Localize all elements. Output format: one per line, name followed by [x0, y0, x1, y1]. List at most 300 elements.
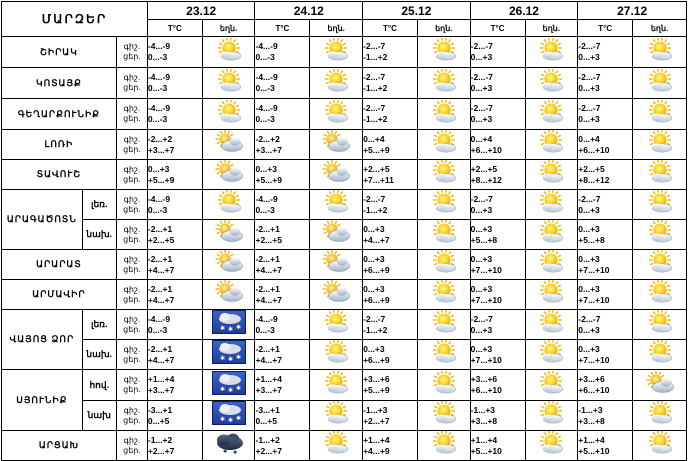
sun-cloud-icon: [536, 220, 566, 249]
temperature-cell: [470, 37, 525, 68]
night-temperature: 0...+3: [578, 343, 600, 354]
weather-cell: [202, 431, 255, 461]
region-row: [2, 190, 687, 220]
region-row: [2, 431, 687, 461]
temperature-cell: [470, 340, 525, 370]
day-temperature: 0...+5: [255, 415, 277, 426]
day-temperature: +2...+5: [255, 234, 282, 245]
temperature-cell: [147, 310, 202, 340]
weather-cell: [525, 37, 578, 68]
night-temperature: -3...+1: [147, 404, 173, 415]
forecast-body: [2, 37, 687, 461]
night-label: գիշ.: [123, 314, 141, 324]
night-temperature: -1...+3: [363, 404, 388, 415]
sun-cloud-icon: [429, 340, 459, 369]
region-name: ԿՈՏԱՅՔ: [2, 68, 117, 99]
weather-header: եղն.: [525, 20, 578, 37]
region-name: ԱՐԱՐԱՏ: [2, 250, 117, 280]
temperature-cell: [255, 37, 310, 68]
night-temperature: 0...+3: [363, 253, 385, 264]
night-label: գիշ.: [123, 42, 141, 51]
region-name: ԱՐԱԳԱԾՈՏՆ: [2, 190, 83, 250]
night-temperature: -2...+1: [147, 253, 173, 264]
weather-cell: [633, 431, 687, 461]
day-label: ցեր.: [123, 324, 141, 334]
day-temperature: +2...+7: [255, 445, 282, 456]
weather-cell: [525, 370, 578, 401]
night-temperature: 0...+3: [470, 343, 493, 354]
night-label: գիշ.: [123, 73, 141, 82]
sun-cloud-icon: [429, 250, 459, 279]
night-temperature: -4...-9: [255, 103, 278, 113]
temperature-cell: [578, 68, 633, 99]
weather-cell: [417, 340, 470, 370]
temperature-cell: [363, 431, 418, 461]
sun-cloud-icon: [321, 69, 351, 98]
night-temperature: +1...+4: [470, 434, 498, 445]
temperature-cell: [578, 250, 633, 280]
night-temperature: 0...+3: [470, 253, 493, 264]
temperature-cell: [147, 130, 202, 160]
temperature-cell: [363, 190, 418, 220]
weather-cell: [310, 310, 363, 340]
temperature-cell: [363, 130, 418, 160]
sun-cloud-icon: [429, 69, 459, 98]
night-temperature: 0...+3: [470, 223, 493, 234]
date-header: 26.12: [470, 2, 578, 20]
day-temperature: +8...+12: [578, 174, 610, 185]
night-temperature: 0...+4: [470, 133, 493, 144]
sun-cloud-icon: [645, 38, 675, 67]
night-temperature: +2...+5: [470, 163, 498, 174]
weather-cell: [310, 220, 363, 250]
region-row: [2, 68, 687, 99]
temperature-cell: [363, 250, 418, 280]
day-night-label: [116, 250, 147, 280]
temperature-cell: [147, 220, 202, 250]
night-label: գիշ.: [123, 224, 141, 234]
sun-cloud-icon: [214, 69, 244, 98]
temperature-cell: [578, 99, 633, 130]
svg-text:✱: ✱: [227, 417, 233, 424]
day-night-label: [116, 310, 147, 340]
night-temperature: -2...+1: [255, 343, 280, 354]
temperature-cell: [255, 431, 310, 461]
weather-cell: [310, 340, 363, 370]
night-temperature: -2...-7: [578, 72, 601, 82]
day-night-label: [116, 37, 147, 68]
day-label: ցեր.: [123, 83, 141, 92]
temperature-cell: [470, 68, 525, 99]
region-name: ՎԱՅՈՑ ՁՈՐ: [2, 310, 83, 370]
sun-cloud-icon: [536, 100, 566, 129]
weather-cell: [525, 130, 578, 160]
region-name: ՍՅՈՒՆԻՔ: [2, 370, 83, 431]
temperature-cell: [363, 310, 418, 340]
sun-cloud-icon: [536, 431, 566, 460]
region-row: [2, 370, 687, 401]
weather-cell: [417, 130, 470, 160]
temperature-cell: [578, 340, 633, 370]
temperature-cell: [147, 37, 202, 68]
night-temperature: -2...+1: [147, 283, 173, 294]
weather-cell: [202, 130, 255, 160]
sun-cloud-icon: [429, 431, 459, 460]
cloud-sun-icon: [321, 160, 351, 189]
night-temperature: -2...-7: [363, 41, 386, 51]
night-temperature: 0...+3: [363, 283, 385, 294]
svg-text:✱: ✱: [219, 325, 225, 332]
weather-cell: [417, 160, 470, 190]
weather-cell: [310, 401, 363, 431]
night-temperature: +1...+4: [578, 434, 605, 445]
svg-text:✱: ✱: [235, 384, 241, 392]
day-label: ցեր.: [123, 174, 141, 184]
temperature-cell: [255, 160, 310, 190]
day-temperature: +7...+10: [470, 354, 502, 365]
sun-cloud-icon: [645, 69, 675, 98]
svg-text:✱: ✱: [235, 324, 241, 331]
night-temperature: +3...+6: [470, 374, 498, 384]
weather-cell: [417, 190, 470, 220]
sun-cloud-icon: [536, 130, 566, 159]
svg-text:✱: ✱: [227, 326, 233, 333]
day-temperature: +6...+9: [363, 294, 390, 305]
weather-cell: [417, 280, 470, 310]
regions-header: ՄԱՐԶԵՐ: [2, 2, 148, 37]
day-temperature: 0...+3: [470, 324, 493, 335]
day-temperature: +5...+9: [363, 144, 390, 155]
day-label: ցեր.: [123, 445, 141, 455]
temperature-cell: [470, 160, 525, 190]
day-temperature: +4...+7: [255, 294, 282, 305]
day-temperature: 0...-3: [255, 324, 275, 335]
day-temperature: 0...+3: [470, 83, 493, 93]
day-temperature: +6...+10: [578, 385, 610, 395]
night-temperature: -2...+1: [255, 283, 280, 294]
weather-cell: [202, 310, 255, 340]
weather-header: եղն.: [202, 20, 255, 37]
weather-cell: [525, 401, 578, 431]
temperature-cell: [363, 37, 418, 68]
weather-cell: [525, 190, 578, 220]
night-temperature: 0...+4: [578, 133, 600, 144]
day-night-label: [116, 220, 147, 250]
sun-cloud-icon: [429, 371, 459, 400]
day-label: ցեր.: [123, 234, 141, 244]
day-temperature: 0...+3: [578, 52, 600, 62]
night-temperature: 0...+3: [578, 253, 600, 264]
sun-cloud-icon: [321, 340, 351, 369]
region-row: [2, 340, 687, 370]
temperature-cell: [147, 250, 202, 280]
night-temperature: 0...+4: [363, 133, 385, 144]
temperature-cell: [255, 280, 310, 310]
night-label: գիշ.: [123, 344, 141, 354]
temperature-cell: [147, 401, 202, 431]
night-label: գիշ.: [123, 164, 141, 174]
weather-cell: [310, 190, 363, 220]
day-temperature: +4...+9: [363, 445, 390, 456]
cloud-sun-icon: [321, 280, 351, 309]
night-temperature: 0...+3: [578, 223, 600, 234]
night-temperature: -4...-9: [147, 193, 171, 204]
day-temperature: 0...-3: [147, 324, 168, 335]
subregion-name: հով.: [82, 370, 116, 401]
day-temperature: 0...-3: [255, 114, 275, 124]
day-temperature: 0...-3: [147, 204, 168, 215]
region-row: [2, 130, 687, 160]
day-temperature: 0...+3: [578, 204, 600, 215]
temperature-cell: [470, 280, 525, 310]
day-label: ցեր.: [123, 294, 141, 304]
night-temperature: -4...-9: [255, 72, 278, 82]
sun-cloud-icon: [645, 310, 675, 339]
region-name: ՇԻՐԱԿ: [2, 37, 117, 68]
day-temperature: +3...+7: [255, 144, 282, 155]
weather-header: եղն.: [310, 20, 363, 37]
weather-cell: [310, 37, 363, 68]
night-temperature: +2...+5: [578, 163, 605, 174]
day-night-label: [116, 99, 147, 130]
day-label: ցեր.: [123, 264, 141, 274]
weather-cell: [310, 431, 363, 461]
night-label: գիշ.: [123, 435, 141, 445]
weather-cell: [633, 370, 687, 401]
day-label: ցեր.: [123, 114, 141, 123]
night-temperature: -4...-9: [255, 313, 278, 324]
weather-cell: [202, 340, 255, 370]
weather-cell: [525, 310, 578, 340]
day-temperature: +7...+10: [578, 264, 610, 275]
day-temperature: +4...+7: [147, 294, 175, 305]
sun-cloud-icon: [429, 38, 459, 67]
day-temperature: +8...+12: [470, 174, 502, 185]
day-temperature: +6...+9: [363, 264, 390, 275]
temperature-cell: [470, 220, 525, 250]
weather-cell: [417, 68, 470, 99]
day-temperature: 0...+3: [470, 114, 493, 124]
temperature-cell: [147, 190, 202, 220]
weather-cell: [525, 99, 578, 130]
temperature-cell: [578, 280, 633, 310]
temperature-cell: [578, 190, 633, 220]
day-temperature: +3...+7: [255, 385, 282, 395]
subregion-name: նախ.: [82, 340, 116, 370]
subregion-name: լեռ.: [82, 310, 116, 340]
night-temperature: +3...+6: [578, 374, 605, 384]
sun-cloud-icon: [214, 38, 244, 67]
temperature-cell: [363, 401, 418, 431]
sun-cloud-icon: [321, 190, 351, 219]
day-temperature: 0...-3: [147, 83, 168, 93]
weather-cell: [633, 250, 687, 280]
region-name: ՏԱՎՈՒՇ: [2, 160, 117, 190]
weather-cell: [202, 190, 255, 220]
weather-cell: [310, 370, 363, 401]
region-name: ԼՈՌԻ: [2, 130, 117, 160]
snow-cloud-icon: [212, 340, 246, 369]
weather-cell: [633, 130, 687, 160]
forecast-table: [1, 1, 687, 461]
sun-cloud-icon: [536, 250, 566, 279]
day-temperature: +4...+7: [363, 234, 390, 245]
day-temperature: 0...-3: [255, 83, 275, 93]
svg-text:✱: ✱: [235, 415, 241, 422]
sun-cloud-icon: [429, 280, 459, 309]
night-temperature: -2...-7: [578, 313, 601, 324]
night-label: գիշ.: [123, 134, 141, 144]
night-temperature: -2...-7: [470, 193, 493, 204]
day-temperature: +5...+9: [255, 174, 282, 185]
temperature-cell: [363, 68, 418, 99]
temperature-cell: [255, 310, 310, 340]
temperature-cell: [255, 190, 310, 220]
day-label: ցեր.: [123, 144, 141, 154]
date-header-row: [2, 2, 687, 20]
weather-cell: [202, 250, 255, 280]
weather-cell: [525, 68, 578, 99]
temperature-header: T°C: [255, 20, 310, 37]
snow-cloud-icon: [212, 310, 246, 339]
night-temperature: -3...+1: [255, 404, 280, 415]
day-night-label: [116, 370, 147, 401]
region-row: [2, 99, 687, 130]
temperature-cell: [147, 340, 202, 370]
region-name: ԱՐՑԱԽ: [2, 431, 117, 461]
temperature-cell: [255, 130, 310, 160]
day-night-label: [116, 280, 147, 310]
temperature-cell: [578, 431, 633, 461]
day-temperature: -1...+2: [363, 83, 388, 93]
sun-cloud-icon: [536, 401, 566, 430]
night-temperature: -4...-9: [255, 193, 278, 204]
temperature-cell: [470, 99, 525, 130]
day-night-label: [116, 431, 147, 461]
temperature-cell: [147, 99, 202, 130]
day-temperature: +6...+10: [470, 144, 502, 155]
cloud-sun-icon: [321, 130, 351, 159]
svg-text:✱: ✱: [219, 355, 225, 362]
weather-cell: [633, 37, 687, 68]
weather-cell: [202, 37, 255, 68]
weather-cell: [525, 250, 578, 280]
night-label: գիշ.: [123, 284, 141, 294]
night-temperature: -2...+1: [147, 343, 173, 354]
day-temperature: 0...-3: [255, 52, 275, 62]
day-temperature: +6...+9: [363, 354, 390, 365]
weather-cell: [202, 370, 255, 401]
sun-cloud-icon: [645, 130, 675, 159]
day-temperature: +2...+7: [363, 415, 390, 426]
cloud-sun-icon: [214, 250, 244, 279]
cloud-sun-icon: [214, 160, 244, 189]
region-row: [2, 310, 687, 340]
region-row: [2, 37, 687, 68]
day-temperature: +2...+5: [147, 234, 175, 245]
weather-cell: [633, 220, 687, 250]
cloud-sun-icon: [321, 250, 351, 279]
weather-cell: [202, 160, 255, 190]
temperature-cell: [363, 370, 418, 401]
region-row: [2, 401, 687, 431]
cloud-sun-icon: [214, 280, 244, 309]
day-temperature: 0...+3: [578, 324, 600, 335]
weather-cell: [417, 250, 470, 280]
night-temperature: -4...-9: [147, 313, 171, 324]
sun-cloud-icon: [321, 38, 351, 67]
temperature-cell: [363, 220, 418, 250]
weather-cell: [310, 250, 363, 280]
temperature-cell: [255, 401, 310, 431]
svg-text:✱: ✱: [227, 356, 233, 363]
night-label: գիշ.: [123, 194, 141, 204]
sun-cloud-icon: [429, 220, 459, 249]
temperature-cell: [578, 220, 633, 250]
weather-header: եղն.: [417, 20, 470, 37]
weather-cell: [633, 401, 687, 431]
weather-header: եղն.: [633, 20, 687, 37]
day-temperature: -1...+2: [363, 204, 388, 215]
day-temperature: 0...-3: [147, 114, 168, 124]
day-temperature: +4...+7: [147, 264, 175, 275]
day-temperature: +5...+8: [578, 234, 605, 245]
sun-cloud-icon: [321, 310, 351, 339]
night-temperature: -4...-9: [147, 72, 171, 82]
temperature-cell: [363, 99, 418, 130]
day-temperature: +5...+8: [470, 234, 498, 245]
night-temperature: +1...+4: [255, 374, 282, 384]
cloud-sun-icon: [321, 220, 351, 249]
night-temperature: 0...+3: [147, 163, 170, 174]
weather-cell: [633, 280, 687, 310]
night-temperature: 0...+3: [578, 283, 600, 294]
day-temperature: +2...+7: [147, 445, 175, 456]
night-temperature: -1...+3: [470, 404, 496, 415]
temperature-cell: [255, 340, 310, 370]
sun-cloud-icon: [429, 130, 459, 159]
weather-cell: [633, 310, 687, 340]
day-temperature: +7...+10: [578, 294, 610, 305]
region-name: ԳԵՂԱՐՔՈՒՆԻՔ: [2, 99, 117, 130]
sun-cloud-icon: [645, 250, 675, 279]
weather-cell: [417, 401, 470, 431]
temperature-cell: [470, 370, 525, 401]
night-temperature: +2...+5: [363, 163, 390, 174]
night-temperature: -2...+2: [255, 133, 280, 144]
weather-cell: [310, 130, 363, 160]
day-temperature: +4...+7: [255, 354, 282, 365]
day-night-label: [116, 130, 147, 160]
temperature-cell: [578, 401, 633, 431]
weather-cell: [525, 160, 578, 190]
day-temperature: +3...+8: [470, 415, 498, 426]
sun-cloud-icon: [536, 38, 566, 67]
sun-cloud-icon: [645, 220, 675, 249]
day-label: ցեր.: [123, 354, 141, 364]
temperature-header: T°C: [363, 20, 418, 37]
weather-cell: [202, 280, 255, 310]
temperature-cell: [578, 160, 633, 190]
region-name: ԱՐՄԱՎԻՐ: [2, 280, 117, 310]
weather-cell: [417, 220, 470, 250]
weather-cell: [202, 99, 255, 130]
subregion-name: լեռ.: [82, 190, 116, 220]
night-temperature: -2...+1: [255, 253, 280, 264]
day-night-label: [116, 68, 147, 99]
temperature-header: T°C: [470, 20, 525, 37]
temperature-cell: [470, 310, 525, 340]
